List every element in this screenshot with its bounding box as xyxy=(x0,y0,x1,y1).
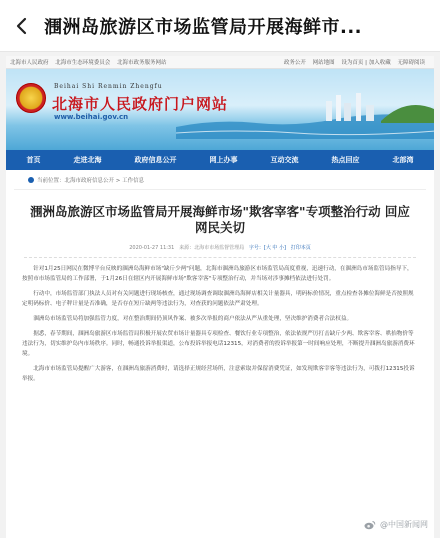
site-url: www.beihai.gov.cn xyxy=(54,113,129,121)
top-link[interactable]: 政务公开 xyxy=(283,60,306,66)
site-top-links xyxy=(6,56,434,69)
page-title: 涠洲岛旅游区市场监管局开展海鲜市... xyxy=(44,16,363,38)
nav-item[interactable]: 互动交流 xyxy=(270,156,299,164)
location-icon xyxy=(28,177,34,183)
breadcrumb-text: 当前位置：北海市政府信息公开 > 工作信息 xyxy=(37,177,145,184)
site-nav xyxy=(6,150,434,170)
article-paragraph: 针对1月25日网民在微博平台反映的涠洲岛海鲜市场"缺斤少两"问题，北海市涠洲岛旅游区市场监管局高度重视，迅速行动，在涠洲岛市场监管局指导下，按照市市场监管局的工作部署，于1月26日在辖区内开展海鲜市场"欺客宰客"专项整治行动，并当场对涉事摊档依法进行处罚。 xyxy=(22,266,413,282)
nav-item[interactable]: 北部湾 xyxy=(392,156,414,164)
watermark xyxy=(364,519,428,530)
meta-date: 2020-01-27 11:31 xyxy=(129,245,175,251)
back-chevron-icon xyxy=(12,16,32,36)
nav-item[interactable]: 首页 xyxy=(26,156,41,164)
nav-item[interactable]: 热点回应 xyxy=(331,156,360,164)
article-title: 涠洲岛旅游区市场监管局开展海鲜市场"欺客宰客"专项整治行动 回应网民关切 xyxy=(30,204,410,235)
font-size-control[interactable]: 字号：[大 中 小] xyxy=(248,245,286,251)
back-button[interactable] xyxy=(0,0,44,52)
article-body xyxy=(22,264,418,384)
article-paragraph: 涠洲岛市场监管局将加强监管力度，对在整治期间仍顶风作案、被多次举报的商户依法从严从重处理，坚决维护消费者合法权益。 xyxy=(33,316,353,322)
print-link[interactable]: 打印本页 xyxy=(290,245,311,251)
top-link[interactable]: 北海市政务服务网站 xyxy=(117,60,167,66)
weibo-icon xyxy=(364,520,376,530)
top-link[interactable]: 无障碍阅读 xyxy=(397,60,425,66)
screenshot-content xyxy=(6,56,434,538)
top-link[interactable]: 北海市生态环境委员会 xyxy=(55,60,111,66)
site-name: 北海市人民政府门户网站 xyxy=(52,95,229,113)
article-meta xyxy=(24,244,416,258)
top-link[interactable]: 网站地图 xyxy=(312,60,335,66)
nav-item[interactable]: 网上办事 xyxy=(209,156,238,164)
top-link[interactable]: 设为首页 | 加入收藏 xyxy=(341,60,391,66)
site-banner xyxy=(6,69,434,150)
app-bar xyxy=(0,0,440,52)
article-paragraph: 行动中，市场监管部门执法人员对有关问题进行现场核查，通过现场调查调取涠洲岛海鲜店相关计量器具，明码标价情况，重点检查各摊位海鲜是否按照规定明码标价、电子秤计量是否准确，是否存在短斤缺两等违法行为，对查获的问题依法严肃处理。 xyxy=(22,291,414,307)
article-paragraph: 北海市市场监管局提醒广大游客，在涠洲岛旅游消费时，请选择正规经营场所，注意索取并保留消费凭证，如发现欺客宰客等违法行为，可拨打12315投诉举报。 xyxy=(22,366,415,382)
site-pinyin: Beihai Shi Renmin Zhengfu xyxy=(54,83,163,90)
watermark-text: @中国新闻网 xyxy=(380,520,428,529)
meta-source: 来源：北海市市场监督管理局 xyxy=(179,245,245,251)
breadcrumb xyxy=(14,170,426,190)
nav-item[interactable]: 政府信息公开 xyxy=(134,156,177,164)
national-emblem-logo xyxy=(16,83,46,113)
nav-item[interactable]: 走进北海 xyxy=(73,156,102,164)
top-link[interactable]: 北海市人民政府 xyxy=(10,60,49,66)
article-paragraph: 据悉，春节期间，涠洲岛旅游区市场监管局积极开展农贸市场计量器具专项检查、餐饮行业专项整治，依法依规严厉打击缺斤少两、欺客宰客、哄抬物价等违法行为，切实维护岛内市场秩序。同时，畅通投诉举报渠道，公布投诉举报电话12315，对消费者的投诉举报第一时间响应处理，不断提升涠洲岛旅游消费环境。 xyxy=(22,331,415,357)
